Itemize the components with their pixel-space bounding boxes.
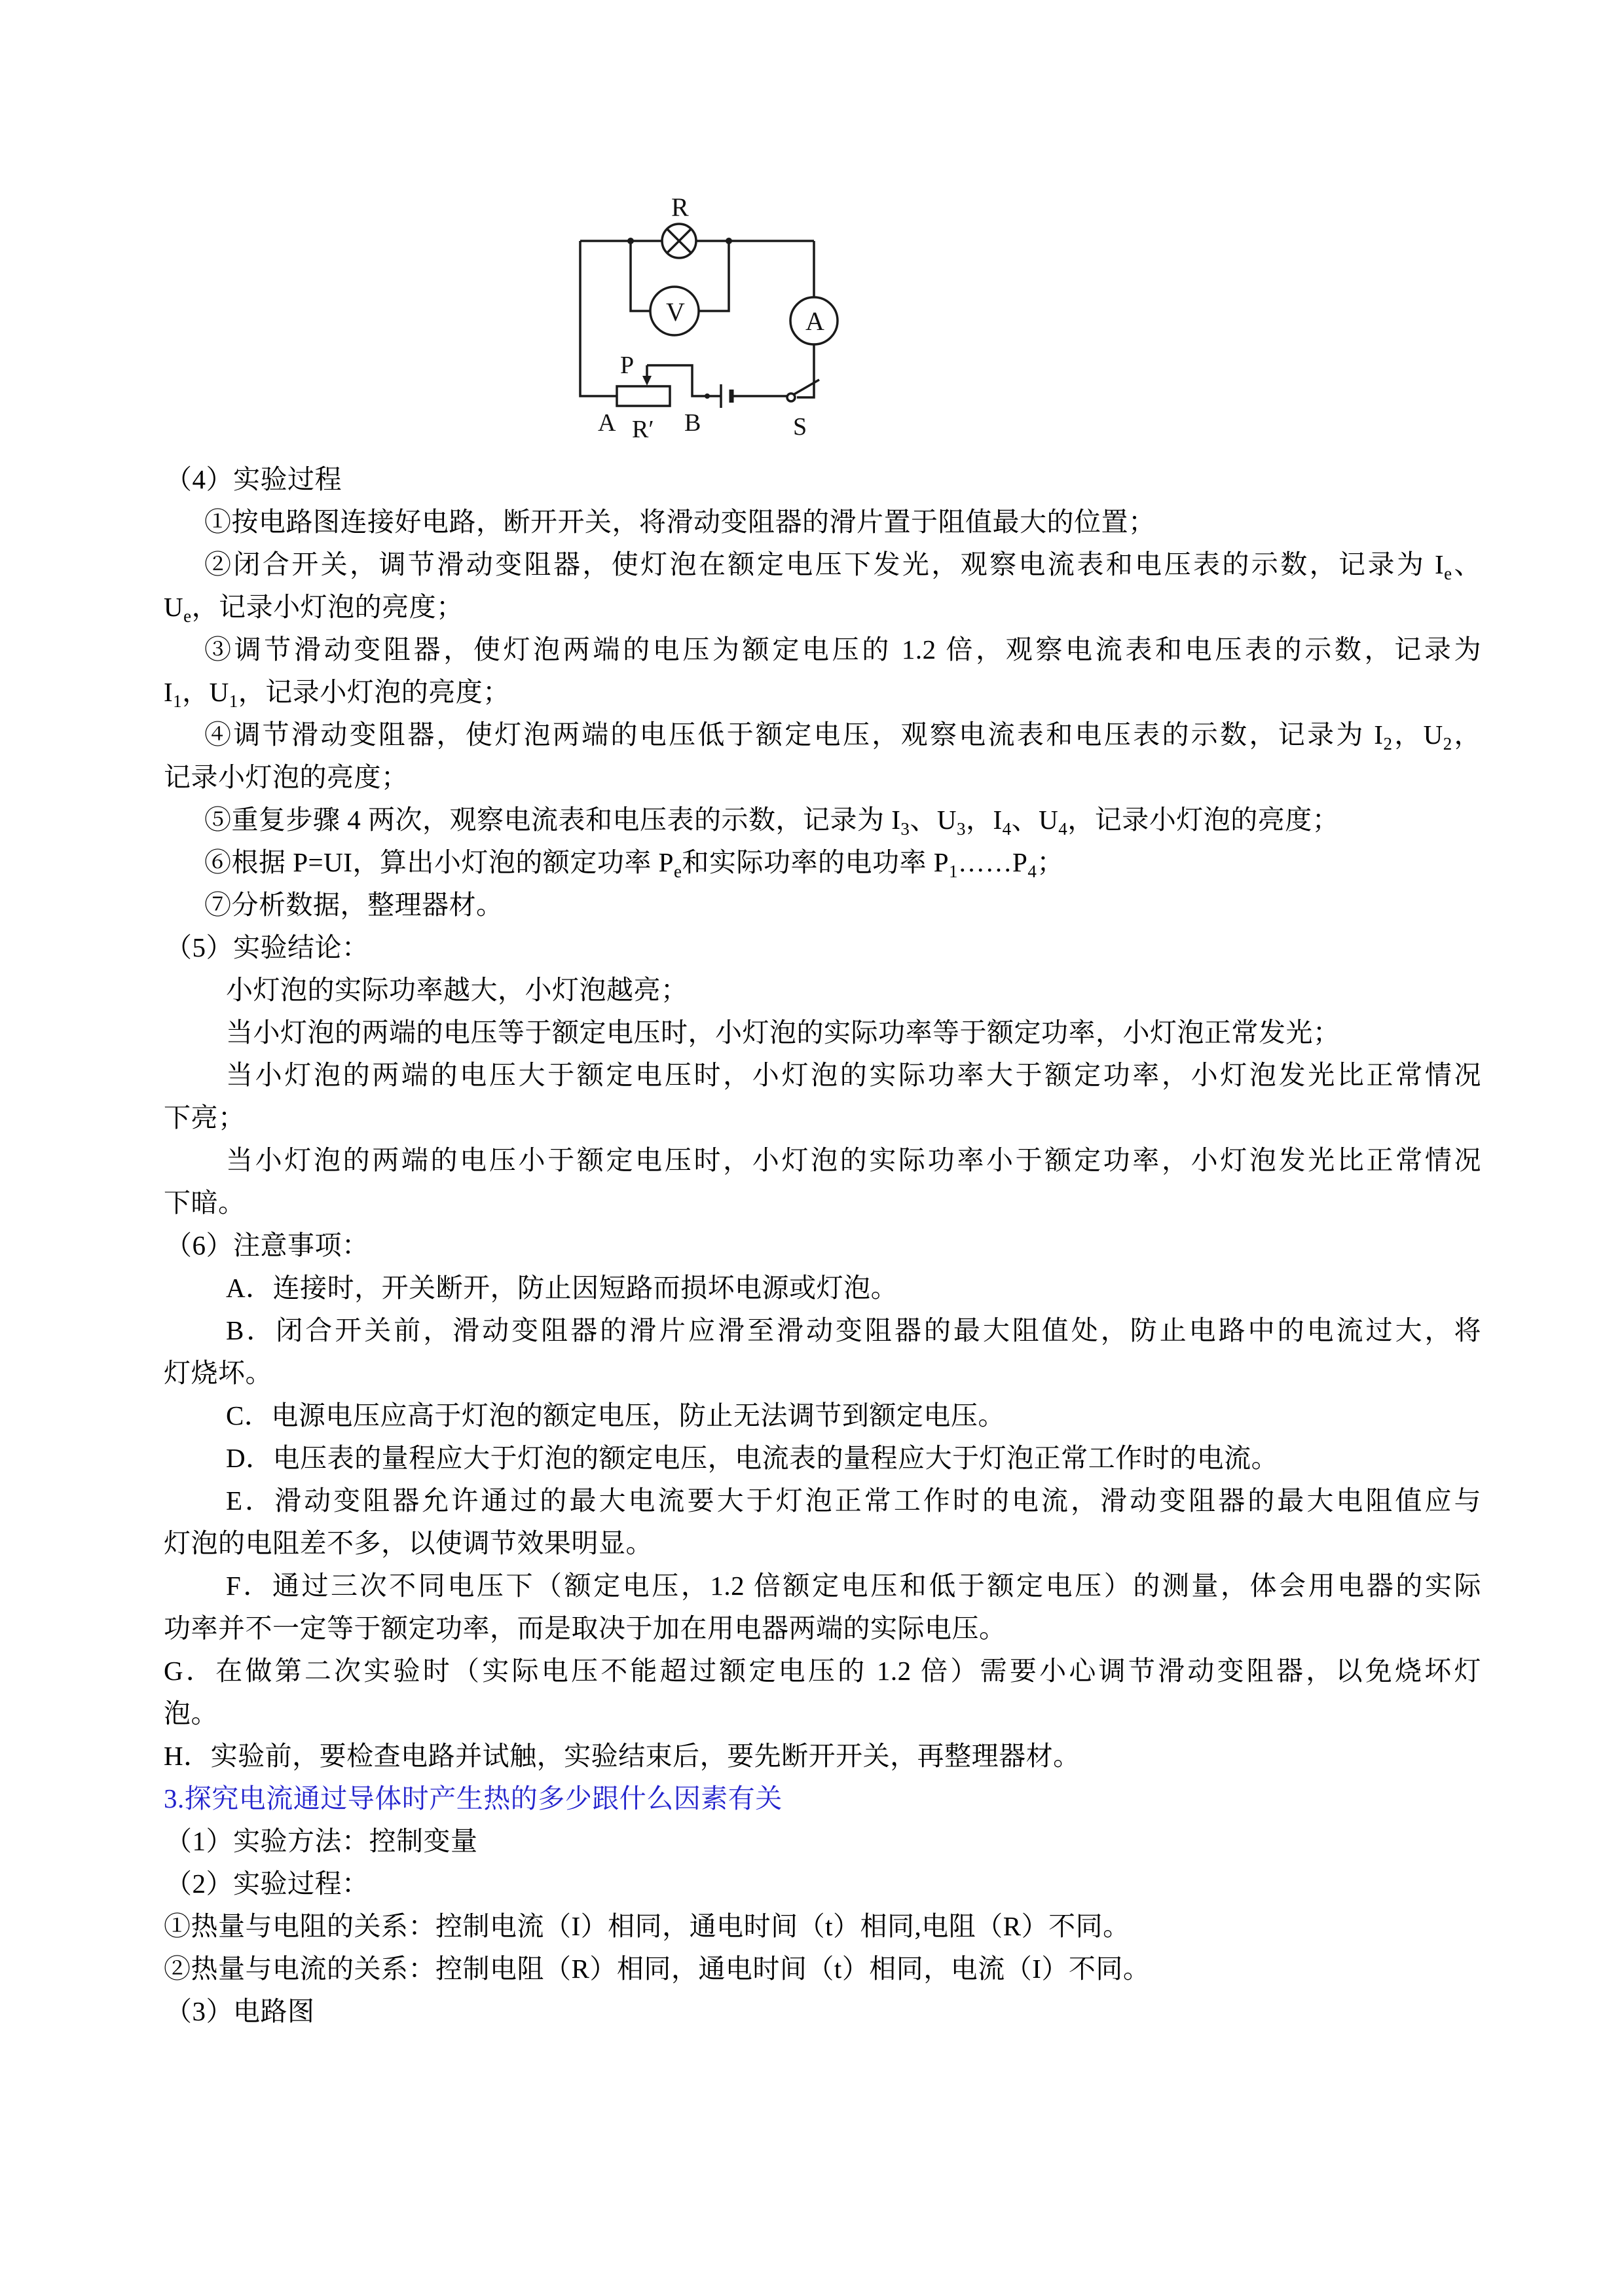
switch-lever [794, 380, 819, 394]
switch-label: S [793, 413, 807, 439]
subscript: 1 [229, 691, 238, 711]
text-line: ⑥根据 P=UI，算出小灯泡的额定功率 $P_e$和实际功率的电功率 $P_1\dots\dots P_4$； [204, 847, 1064, 881]
voltmeter-wire-left [631, 241, 651, 311]
text-line: （3）电路图 [165, 1996, 315, 2026]
subscript: 4 [1058, 819, 1068, 839]
text-line: A．连接时，开关断开，防止因短路而损坏电源或灯泡。 [226, 1273, 898, 1303]
text-line: （6）注意事项： [165, 1230, 369, 1260]
rheostat-symbol [617, 386, 670, 406]
text-line: G．在做第二次实验时（实际电压不能超过额定电压的 1.2 倍）需要小心调节滑动变阻器，以免烧坏灯 [164, 1656, 1481, 1686]
ammeter-label: A [805, 306, 824, 336]
text-line: ④调节滑动变阻器，使灯泡两端的电压低于额定电压，观察电流表和电压表的示数，记录为 $I_2$，$U_2$， [204, 720, 1482, 754]
text-line: ②闭合开关，调节滑动变阻器，使灯泡在额定电压下发光，观察电流表和电压表的示数，记录为 $I_e$、 [204, 549, 1482, 583]
text-line: D．电压表的量程应大于灯泡的额定电压，电流表的量程应大于灯泡正常工作时的电流。 [226, 1443, 1279, 1473]
text-line: 下暗。 [164, 1188, 246, 1218]
subscript: 4 [1002, 819, 1012, 839]
text-line: （5）实验结论： [165, 932, 369, 962]
slider-label: P [620, 352, 635, 379]
document-body [164, 458, 1481, 2033]
text-line: ①热量与电阻的关系：控制电流（I）相同，通电时间（t）相同,电阻（R）不同。 [164, 1911, 1130, 1941]
text-line: 灯泡的电阻差不多，以使调节效果明显。 [164, 1528, 653, 1558]
terminal-a-label: A [598, 409, 616, 437]
text-line: B．闭合开关前，滑动变阻器的滑片应滑至滑动变阻器的最大阻值处，防止电路中的电流过大，将 [226, 1315, 1481, 1345]
text-line: （2）实验过程： [165, 1868, 369, 1899]
text-line: C．电源电压应高于灯泡的额定电压，防止无法调节到额定电压。 [226, 1400, 1005, 1430]
text-line: 当小灯泡的两端的电压小于额定电压时，小灯泡的实际功率小于额定功率，小灯泡发光比正常情况 [226, 1145, 1481, 1175]
subscript: 2 [1383, 734, 1393, 754]
text-line: $I_1$，$U_1$，记录小灯泡的亮度； [164, 677, 510, 711]
slider-arrow [642, 376, 652, 386]
text-line: E．滑动变阻器允许通过的最大电流要大于灯泡正常工作时的电流，滑动变阻器的最大电阻值应与 [226, 1485, 1481, 1516]
text-line: （4）实验过程 [165, 464, 342, 494]
text-line: 小灯泡的实际功率越大，小灯泡越亮； [226, 975, 688, 1005]
text-line: ③调节滑动变阻器，使灯泡两端的电压为额定电压的 1.2 倍，观察电流表和电压表的示数，记录为 [204, 634, 1481, 665]
subscript: 3 [900, 819, 910, 839]
subscript: 1 [173, 691, 183, 711]
text-line: （1）实验方法：控制变量 [165, 1826, 478, 1856]
text-line: ⑦分析数据，整理器材。 [204, 890, 504, 920]
rheostat-label: R′ [632, 416, 654, 439]
text-line: F．通过三次不同电压下（额定电压，1.2 倍额定电压和低于额定电压）的测量，体会用电器的实际 [226, 1571, 1481, 1601]
subscript: e [674, 862, 682, 881]
text-line: 泡。 [164, 1698, 218, 1728]
subscript: 3 [957, 819, 967, 839]
text-line: $U_e$，记录小灯泡的亮度； [164, 592, 464, 626]
switch-symbol [787, 393, 795, 401]
subscript: e [183, 606, 192, 626]
lamp-label: R [671, 192, 689, 222]
left-wire [580, 241, 617, 396]
subscript: 2 [1443, 734, 1452, 754]
text-line: ②热量与电流的关系：控制电阻（R）相同，通电时间（t）相同，电流（I）不同。 [164, 1954, 1151, 1984]
terminal-b-label: B [684, 409, 701, 437]
wire-dot [705, 393, 710, 399]
text-line: 功率并不一定等于额定功率，而是取决于加在用电器两端的实际电压。 [164, 1613, 1006, 1643]
text-line: ①按电路图连接好电路，断开开关，将滑动变阻器的滑片置于阻值最大的位置； [204, 507, 1156, 537]
text-line: 记录小灯泡的亮度； [164, 762, 409, 792]
text-line: 3.探究电流通过导体时产生热的多少跟什么因素有关 [164, 1783, 783, 1813]
circuit-diagram [566, 177, 894, 439]
text-line: H．实验前，要检查电路并试触，实验结束后，要先断开开关，再整理器材。 [164, 1741, 1080, 1771]
text-line: 下亮； [164, 1102, 246, 1133]
voltmeter-label: V [666, 297, 685, 327]
subscript: e [1444, 564, 1452, 583]
voltmeter-wire-right [699, 241, 729, 311]
text-line: 当小灯泡的两端的电压等于额定电压时，小灯泡的实际功率等于额定功率，小灯泡正常发光； [226, 1017, 1340, 1048]
subscript: 4 [1027, 862, 1037, 881]
text-line: 灯烧坏。 [164, 1358, 272, 1388]
text-line: ⑤重复步骤 4 两次，观察电流表和电压表的示数，记录为 $I_3$、$U_3$，$I_4$、$U_4$，记录小灯泡的亮度； [204, 805, 1340, 839]
subscript: 1 [949, 862, 959, 881]
text-line: 当小灯泡的两端的电压大于额定电压时，小灯泡的实际功率大于额定功率，小灯泡发光比正常情况 [226, 1060, 1481, 1090]
